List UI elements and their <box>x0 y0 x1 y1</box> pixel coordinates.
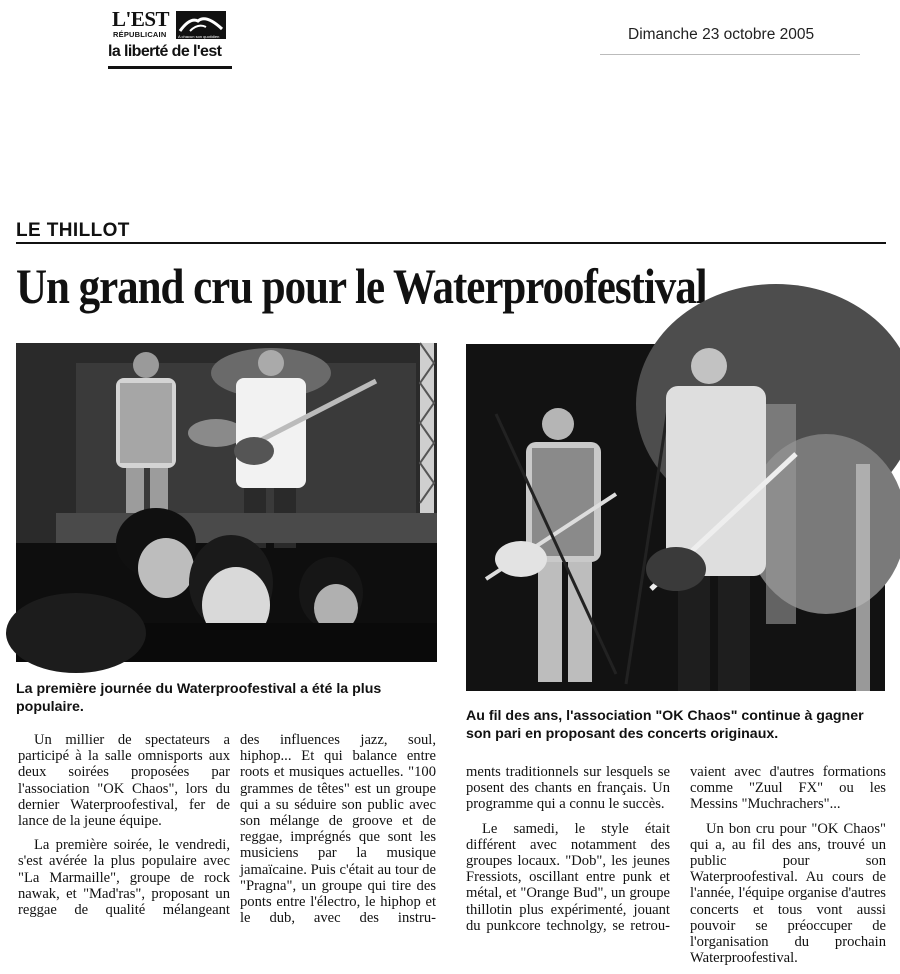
article-paragraph: des influences jazz, soul, hiphop... Et qui balance entre roots et musiques actuelles. "100 grammes de têtes" est un groupe qui a su séduire son public avec son mélange de groove et de reggae, imprégnés que sont les musiciens par la musique jamaïcaine. Puis c'était au tour de "Pragna", un groupe qui tire des ponts entre l'électro, le hiphop et le dub, avec des instru- <box>240 732 436 927</box>
masthead <box>108 8 232 72</box>
masthead-subtitle: la liberté de l'est <box>108 43 222 60</box>
mountain-logo-icon <box>176 11 226 39</box>
article-paragraph: La première soirée, le vendredi, s'est avérée la plus populaire avec "La Marmaille", groupe de rock nawak, et "Mad'ras", proposant un reggae de qualité mélangeant <box>18 837 230 919</box>
article-column-4 <box>690 764 886 974</box>
article-paragraph: Le samedi, le style était différent avec notamment des groupes locaux. "Dob", les jeunes Fressiots, oscillant entre punk et métal, et "Orange Bud", un groupe thillotin plus expérimenté, jouant du punkcore technolgy, se retrou- <box>466 820 670 934</box>
masthead-underline <box>108 66 232 69</box>
section-divider <box>16 242 886 244</box>
article-paragraph: Un millier de spectateurs a participé à la salle omnisports aux deux soirées proposées par l'association "OK Chaos", lors du dernier Waterproofestival, fer de lance de la jeune équipe. <box>18 732 230 830</box>
masthead-republicain: RÉPUBLICAIN <box>113 30 167 39</box>
article-paragraph: ments traditionnels sur lesquels se posent des chants en français. Un programme qui a connu le succès. <box>466 764 670 813</box>
article-paragraph: Un bon cru pour "OK Chaos" qui a, au fil des ans, trouvé un public pour son Waterproofestival. Au cours de l'année, l'équipe organise d'autres concerts et tous vont aussi pouvoir se préoccuper de l'organisation du prochain Waterproofestival. <box>690 820 886 967</box>
photo-caption-left: La première journée du Waterproofestival a été la plus populaire. <box>16 681 382 715</box>
article-column-3 <box>466 764 670 942</box>
photo-band-performing <box>466 344 885 691</box>
publication-date: Dimanche 23 octobre 2005 <box>628 26 815 43</box>
article-column-2 <box>240 732 436 934</box>
section-label: LE THILLOT <box>16 220 130 241</box>
photo-concert-crowd <box>16 343 437 662</box>
masthead-tagline: A chacun son quotidien <box>178 34 220 39</box>
masthead-title: L'EST <box>112 7 170 31</box>
article-column-1 <box>18 732 230 926</box>
date-divider <box>600 54 860 55</box>
headline: Un grand cru pour le Waterproofestival <box>16 258 707 314</box>
masthead-title-block <box>112 8 176 42</box>
article-paragraph: vaient avec d'autres formations comme "Zuul FX" ou les Messins "Muchrachers"... <box>690 764 886 813</box>
photo-caption-right: Au fil des ans, l'association "OK Chaos" continue à gagner son pari en proposant des concerts originaux. <box>466 708 864 742</box>
